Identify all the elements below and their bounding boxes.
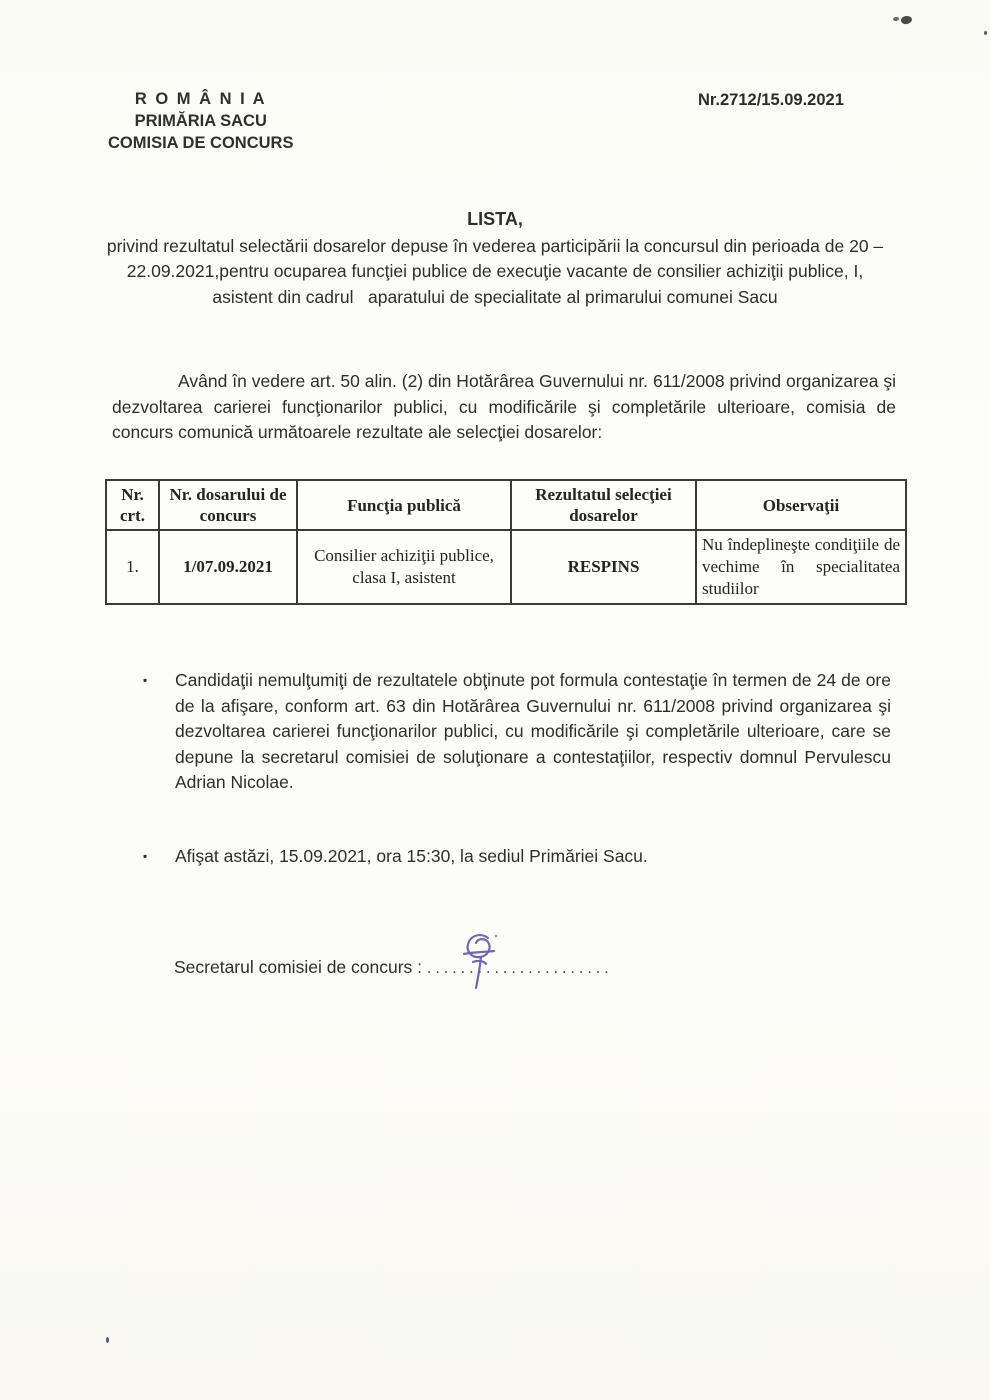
cell-nr-crt: 1.: [106, 530, 159, 604]
signature-dotted-line: ......................: [426, 960, 613, 977]
cell-observatii: Nu îndeplineşte condiţiile de vechime în specialitatea studiilor: [696, 530, 906, 604]
table-header-row: [106, 480, 906, 530]
cell-nr-dosar: 1/07.09.2021: [159, 530, 297, 604]
header-block: [108, 88, 293, 154]
cell-rezultat: RESPINS: [511, 530, 696, 604]
list-item: [143, 844, 891, 870]
country-name: R O M Â N I A: [134, 90, 267, 108]
col-header-nr-dosar: Nr. dosarului de concurs: [159, 480, 297, 530]
square-bullet-icon: ▪: [143, 673, 148, 687]
commission-name: COMISIA DE CONCURS: [108, 134, 294, 152]
cell-functia: Consilier achiziţii publice, clasa I, asistent: [297, 530, 511, 604]
list-item: [143, 668, 891, 796]
square-bullet-icon: ▪: [143, 848, 148, 863]
intro-paragraph: Având în vedere art. 50 alin. (2) din Hotărârea Guvernului nr. 611/2008 privind organizarea şi dezvoltarea carierei funcţionarilor publici, cu modificările şi completările ulterioare, comisia de concurs comunică următoarele rezultate ale selecţiei dosarelor:: [112, 371, 896, 442]
institution-name: PRIMĂRIA SACU: [134, 112, 267, 130]
signature-line: [174, 957, 613, 978]
col-header-rezultat: Rezultatul selecţiei dosarelor: [511, 480, 696, 530]
table-row: [106, 530, 906, 604]
scan-artifact-dot: [984, 31, 987, 35]
document-number: Nr.2712/15.09.2021: [698, 91, 844, 109]
results-table: [105, 479, 907, 605]
scan-artifact-dot: [106, 1337, 109, 1343]
col-header-functia: Funcţia publică: [297, 480, 511, 530]
signature-label: Secretarul comisiei de concurs :: [174, 957, 427, 977]
scan-artifact-smudge: [900, 15, 912, 25]
col-header-nr-crt: Nr. crt.: [106, 480, 159, 530]
scan-artifact-smudge: [893, 17, 899, 22]
col-header-observatii: Observaţii: [696, 480, 906, 530]
title-subtitle: privind rezultatul selectării dosarelor depuse în vederea participării la concursul din perioada de 20 – 22.09.2021,pentru ocuparea funcţiei publice de execuţie vacante de consilier achiziţii publice, I, asistent din cadrul aparatului de specialitate al primarului comunei Sacu: [106, 235, 889, 307]
bullet-list: [143, 668, 891, 869]
page-title: LISTA,: [467, 209, 523, 229]
title-block: [95, 207, 895, 310]
posting-date-paragraph: Afişat astăzi, 15.09.2021, ora 15:30, la sediul Primăriei Sacu.: [175, 845, 648, 866]
contestation-paragraph: Candidaţii nemulţumiţi de rezultatele obţinute pot formula contestaţie în termen de 24 de ore de la afişare, conform art. 63 din Hotărârea Guvernului nr. 611/2008 privind organizarea şi dezvoltarea carierei funcţionarilor publici, cu modificările şi completările ulterioare, care se depune la secretarul comisiei de soluţionare a contestaţiilor, respectiv domnul Pervulescu Adrian Nicolae.: [175, 670, 891, 792]
